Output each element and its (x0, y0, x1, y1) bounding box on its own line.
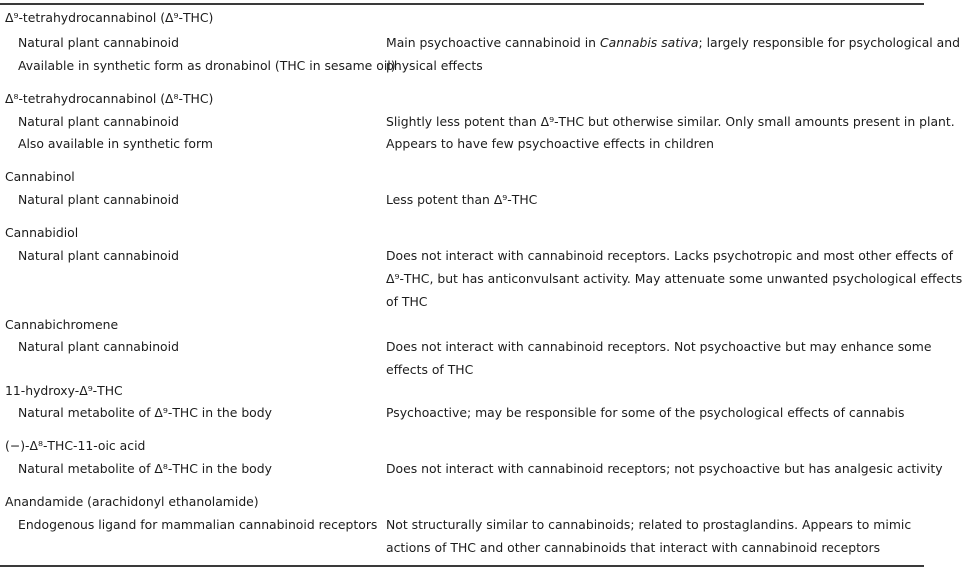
entry-notes: Δ⁹-THC, but has anticonvulsant activity. May attenuate some unwanted psychological effects (386, 271, 962, 286)
entry-description: Natural plant cannabinoid (18, 248, 179, 263)
entry-notes: Does not interact with cannabinoid receptors; not psychoactive but has analgesic activity (386, 461, 943, 476)
entry-notes: actions of THC and other cannabinoids that interact with cannabinoid receptors (386, 540, 881, 555)
entry-notes: effects of THC (386, 362, 474, 377)
entry-description: Natural plant cannabinoid (18, 339, 179, 354)
entry-description: Available in synthetic form as dronabinol (THC in sesame oil) (18, 58, 396, 73)
entry-notes: Main psychoactive cannabinoid in Cannabis sativa; largely responsible for psychological and (386, 35, 960, 50)
bottom-rule (0, 565, 924, 567)
entry-notes: Less potent than Δ⁹-THC (386, 192, 538, 207)
entry-notes: Not structurally similar to cannabinoids; related to prostaglandins. Appears to mimic (386, 517, 912, 532)
entry-description: Natural plant cannabinoid (18, 35, 179, 50)
entry-notes: Does not interact with cannabinoid receptors. Not psychoactive but may enhance some (386, 339, 932, 354)
entry-notes: Appears to have few psychoactive effects in children (386, 136, 714, 151)
top-rule (0, 3, 924, 5)
entry-description: Natural plant cannabinoid (18, 114, 179, 129)
entry-notes: Slightly less potent than Δ⁹-THC but otherwise similar. Only small amounts present in plant. (386, 114, 955, 129)
entry-notes: Psychoactive; may be responsible for some of the psychological effects of cannabis (386, 405, 905, 420)
entry-description: Natural plant cannabinoid (18, 192, 179, 207)
entry-name: (−)-Δ⁸-THC-11-oic acid (5, 438, 146, 453)
entry-description: Also available in synthetic form (18, 136, 213, 151)
entry-notes: Does not interact with cannabinoid receptors. Lacks psychotropic and most other effects of (386, 248, 953, 263)
entry-notes: of THC (386, 294, 428, 309)
entry-description: Endogenous ligand for mammalian cannabinoid receptors (18, 517, 378, 532)
entry-name: Δ⁹-tetrahydrocannabinol (Δ⁹-THC) (5, 10, 214, 25)
entry-name: Cannabidiol (5, 225, 79, 240)
entry-name: Δ⁸-tetrahydrocannabinol (Δ⁸-THC) (5, 91, 214, 106)
entry-description: Natural metabolite of Δ⁹-THC in the body (18, 405, 272, 420)
entry-name: 11-hydroxy-Δ⁹-THC (5, 383, 123, 398)
entry-notes: physical effects (386, 58, 483, 73)
entry-description: Natural metabolite of Δ⁸-THC in the body (18, 461, 272, 476)
entry-name: Anandamide (arachidonyl ethanolamide) (5, 494, 259, 509)
entry-name: Cannabinol (5, 169, 75, 184)
entry-name: Cannabichromene (5, 317, 119, 332)
